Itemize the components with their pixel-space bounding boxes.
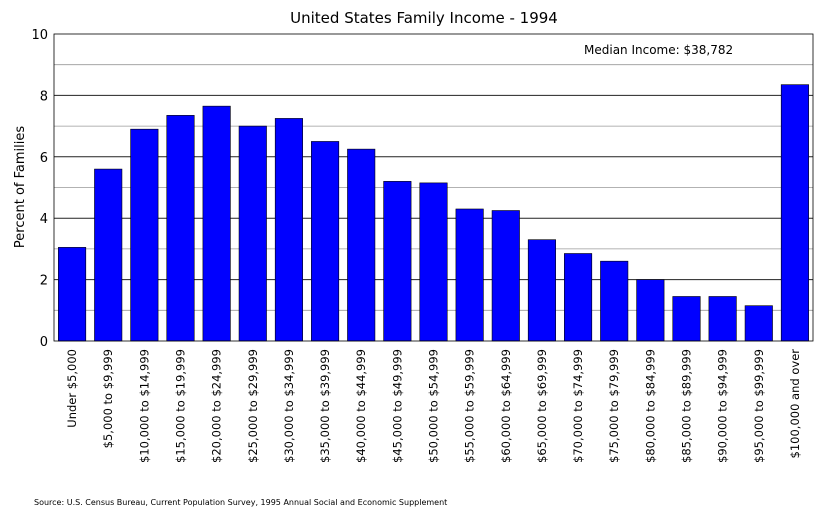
- chart-title: United States Family Income - 1994: [290, 9, 558, 27]
- x-tick-label: $5,000 to $9,999: [101, 349, 116, 449]
- bar: [131, 129, 158, 341]
- y-tick-label: 2: [39, 273, 48, 289]
- x-tick-label: $75,000 to $79,999: [607, 349, 622, 463]
- bars: [58, 85, 808, 341]
- x-tick-label: $20,000 to $24,999: [209, 349, 224, 463]
- bar: [203, 106, 230, 341]
- x-tick-label: $10,000 to $14,999: [137, 349, 152, 463]
- x-tick-label: $35,000 to $39,999: [318, 349, 333, 463]
- bar: [709, 296, 736, 341]
- x-tick-label: $70,000 to $74,999: [571, 349, 586, 463]
- bar: [564, 254, 591, 341]
- bar: [673, 296, 700, 341]
- x-tick-label: $45,000 to $49,999: [390, 349, 405, 463]
- x-tick-label: $55,000 to $59,999: [462, 349, 477, 463]
- x-tick-label: $80,000 to $84,999: [643, 349, 658, 463]
- bar: [637, 280, 664, 341]
- x-tick-label: $50,000 to $54,999: [426, 349, 441, 463]
- bar: [456, 209, 483, 341]
- bar: [311, 141, 338, 341]
- x-tick-label: $90,000 to $94,999: [715, 349, 730, 463]
- y-tick-label: 8: [39, 89, 48, 105]
- bar: [275, 118, 302, 341]
- bar: [347, 149, 374, 341]
- bar: [167, 115, 194, 341]
- source-note: Source: U.S. Census Bureau, Current Population Survey, 1995 Annual Social and Economic Supplement: [34, 498, 448, 507]
- y-tick-labels: [31, 28, 48, 350]
- x-tick-label: $95,000 to $99,999: [751, 349, 766, 463]
- x-tick-label: $85,000 to $89,999: [679, 349, 694, 463]
- bar: [384, 181, 411, 341]
- x-tick-label: $30,000 to $34,999: [281, 349, 296, 463]
- bar: [58, 247, 85, 341]
- y-tick-label: 0: [39, 335, 48, 350]
- y-tick-label: 4: [39, 212, 48, 228]
- x-tick-label: $100,000 and over: [787, 349, 802, 459]
- x-tick-label: $40,000 to $44,999: [354, 349, 369, 463]
- y-axis-label: Percent of Families: [13, 125, 28, 249]
- bar: [745, 306, 772, 341]
- x-tick-label: $15,000 to $19,999: [173, 349, 188, 463]
- x-tick-label: $65,000 to $69,999: [534, 349, 549, 463]
- median-income-annotation: Median Income: $38,782: [584, 43, 734, 57]
- bar: [492, 211, 519, 341]
- bar: [420, 183, 447, 341]
- x-tick-label: $25,000 to $29,999: [245, 349, 260, 463]
- bar: [94, 169, 121, 341]
- bar: [600, 261, 627, 341]
- y-tick-label: 10: [31, 28, 48, 43]
- bar: [528, 240, 555, 341]
- bar: [781, 85, 808, 341]
- x-tick-label: Under $5,000: [65, 349, 80, 428]
- y-tick-label: 6: [39, 150, 48, 166]
- bar: [239, 126, 266, 341]
- x-tick-labels: [65, 349, 802, 463]
- x-tick-label: $60,000 to $64,999: [498, 349, 513, 463]
